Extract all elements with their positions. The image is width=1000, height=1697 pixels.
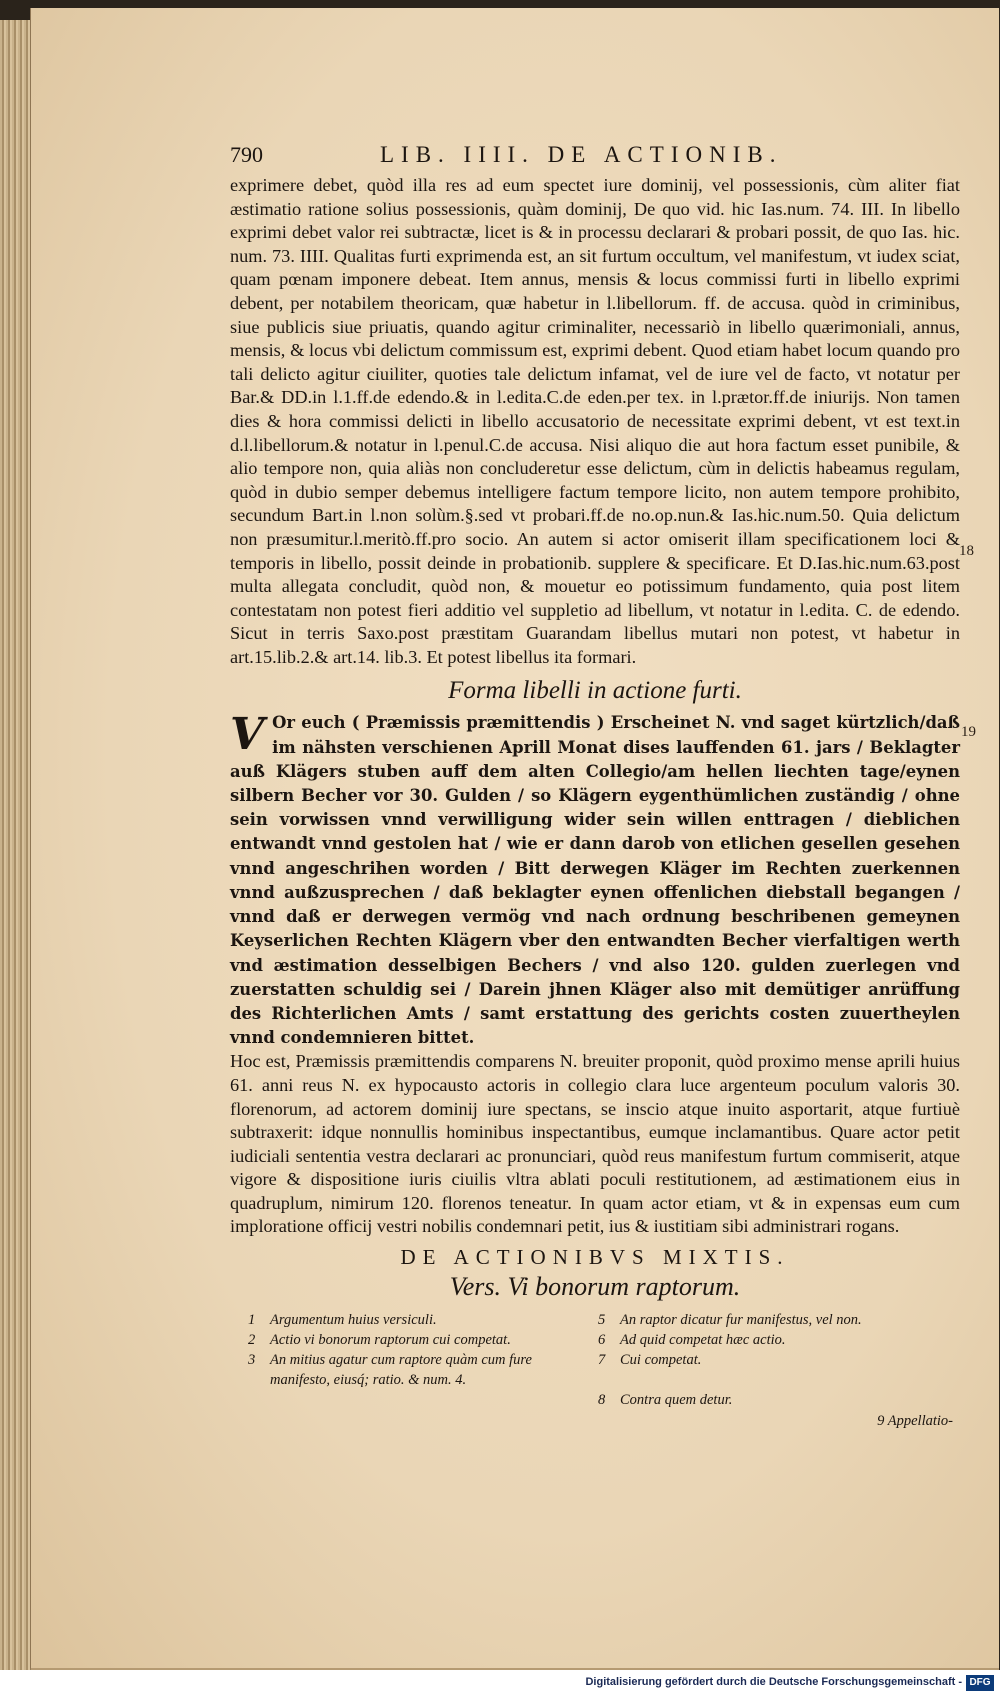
german-form-text: [230, 711, 960, 1050]
index-item: 8 Contra quem detur.: [598, 1392, 733, 1409]
catchword: 9 Appellatio-: [877, 1413, 953, 1429]
margin-number-18: 18: [959, 543, 974, 559]
dfg-logo: DFG: [966, 1675, 994, 1691]
index-item: 7 Cui competat.: [598, 1352, 702, 1369]
summary-index: [248, 1310, 960, 1410]
index-item: 5 An raptor dicatur fur manifestus, vel non.: [598, 1312, 862, 1329]
index-item: [248, 1390, 558, 1410]
index-item: 6 Ad quid competat hæc actio.: [598, 1332, 786, 1349]
body-paragraph: exprimere debet, quòd illa res ad eum spectet iure dominij, vel possessionis, cùm aliter fiat æstimatio ratione solius possessionis, quàm dominij, De quo vid. hic Ias.num. 74. III. In libello exprimi debet valor rei subtractæ, licet is & in processu declarari & probari possit, de quo Ias. hic. num. 73. IIII. Qualitas furti exprimenda est, an sit furtum occultum, vel manifestum, vt iudex sciat, quam pœnam imponere debeat. Item annus, mensis & locus commissi furti in libello exprimi debent, per notabilem theoricam, quæ habetur in l.libellorum. ff. de accusa. quòd in criminibus, siue publicis siue priuatis, quando agitur criminaliter, necessariò in libello quærimoniali, annus, mensis, & locus vbi delictum commissum est, exprimi debent. Quod etiam habet locum quando pro tali delicto agitur ciuiliter, quoties tale delictum infamat, vel de iure vel de facto, vt notatur per Bar.& DD.in l.1.ff.de edendo.& in l.edita.C.de eden.per tex. in l.prætor.ff.de iniurijs. Non tamen dies & hora commissi delicti in libello accusatorio de necessitate exprimi debent, vt est text.in d.l.libellorum.& notatur in l.penul.C.de accusa. Nisi aliquo die aut hora factum esset punibile, & alio tempore non, quia aliàs non concluderetur esse delictum, cùm in delictis habeamus regulam, quòd in dubio semper debemus intelligere factum tempore licito, non autem tempore prohibito, secundum Bart.in l.non solùm.§.sed vt probari.ff.de no.op.nun.& Ias.hic.num.50. Quia delictum non præsumitur.l.meritò.ff.pro socio. An autem si actor omiserit illam specificationem loci & temporis in libello, possit deinde in probationib. supplere & specificare. Et D.Ias.hic.num.63.post multa allegata concludit, quòd non, & mouetur eo potissimum fundamento, quia post litem contestatam non potest fieri additio vel suppletio ad libellum, vt notatur in l.edita. C. de edendo. Sicut in terris Saxo.post præstitam Guarandam libellus mutari non potest, vt habetur in art.15.lib.2.& art.14. lib.3. Et potest libellus ita formari.: [230, 175, 960, 667]
drop-capital: V: [230, 709, 265, 761]
index-item: 2 Actio vi bonorum raptorum cui competat.: [248, 1332, 511, 1349]
section-heading: DE ACTIONIBVS MIXTIS.: [400, 1245, 790, 1270]
subsection-heading: Vers. Vi bonorum raptorum.: [449, 1272, 741, 1302]
running-title: LIB. IIII. DE ACTIONIB.: [380, 142, 783, 167]
german-form-body: Or euch ( Præmissis præmittendis ) Erscheinet N. vnd saget kürtzlich/daß im nähsten verschienen Aprill Monat dises lauffenden 61. jars / Beklagter auß Klägers stuben auff dem alten Collegio/am hellen liechten tage/eynen silbern Becher vor 30. Gulden / so Klägern eygenthümlichen zuständig / ohne sein vorwissen vnnd verwilligung wider sein willen enttragen / dieblichen entwandt vnnd gestolen hat / wie er dann darob von etlichen gesellen gesehen vnnd angeschrihen worden / Bitt derwegen Kläger im Rechten zuerkennen vnnd außzusprechen / daß beklagter eynen offenlichen diebstall begangen / vnnd daß er derwegen vermög vnd nach ordnung beschribenen gemeynen Keyserlichen Rechten Klägern vber den entwandten Becher vierfaltigen werth vnd æstimation desselbigen Bechers / vnd also 120. gulden zuerlegen vnd zuerstatten schuldig sei / Darein jhnen Kläger also mit demütiger anrüffung des Richterlichen Amts / samt erstattung des gerichts costen zuuertheylen vnnd condemnieren bittet.: [230, 713, 960, 1048]
page-number: 790: [230, 142, 263, 167]
latin-translation: Hoc est, Præmissis præmittendis comparens N. breuiter proponit, quòd proximo mense aprili huius 61. anni reus N. ex hypocausto actoris in collegio clara luce argenteum poculum valoris 30. florenorum, ad actorem dominij iure spectans, se inscio atque inuito asportarit, atque furtiuè subtraxerit: idque nonnullis hominibus inspectantibus, eumque inclamantibus. Quare actor petit iudiciali sententia vestra declarari ac pronunciari, quòd reus manifestum furtum commiserit, atque vigore & dispositione iuris ciuilis vltra ablati poculi restitutionem, ad æstimationem eius in quadruplum, nimirum 120. florenos teneatur. In quam actor etiam, vt & in expensas eum cum imploratione officij vestri nobilis condemnari petit, ius & iustitiam sibi administrari rogans.: [230, 1051, 960, 1237]
page-text-block: [230, 142, 960, 1410]
form-heading: Forma libelli in actione furti.: [448, 677, 742, 705]
funding-credit: Digitalisierung gefördert durch die Deutsche Forschungsgemeinschaft -: [585, 1676, 962, 1688]
footer-bar: [0, 1670, 1000, 1697]
page-header: [230, 142, 960, 174]
index-item: 3 An mitius agatur cum raptore quàm cum fure manifesto, eiusq́; ratio. & num. 4.: [248, 1352, 532, 1389]
index-item: 1 Argumentum huius versiculi.: [248, 1312, 437, 1329]
margin-number-19: 19: [961, 724, 976, 740]
